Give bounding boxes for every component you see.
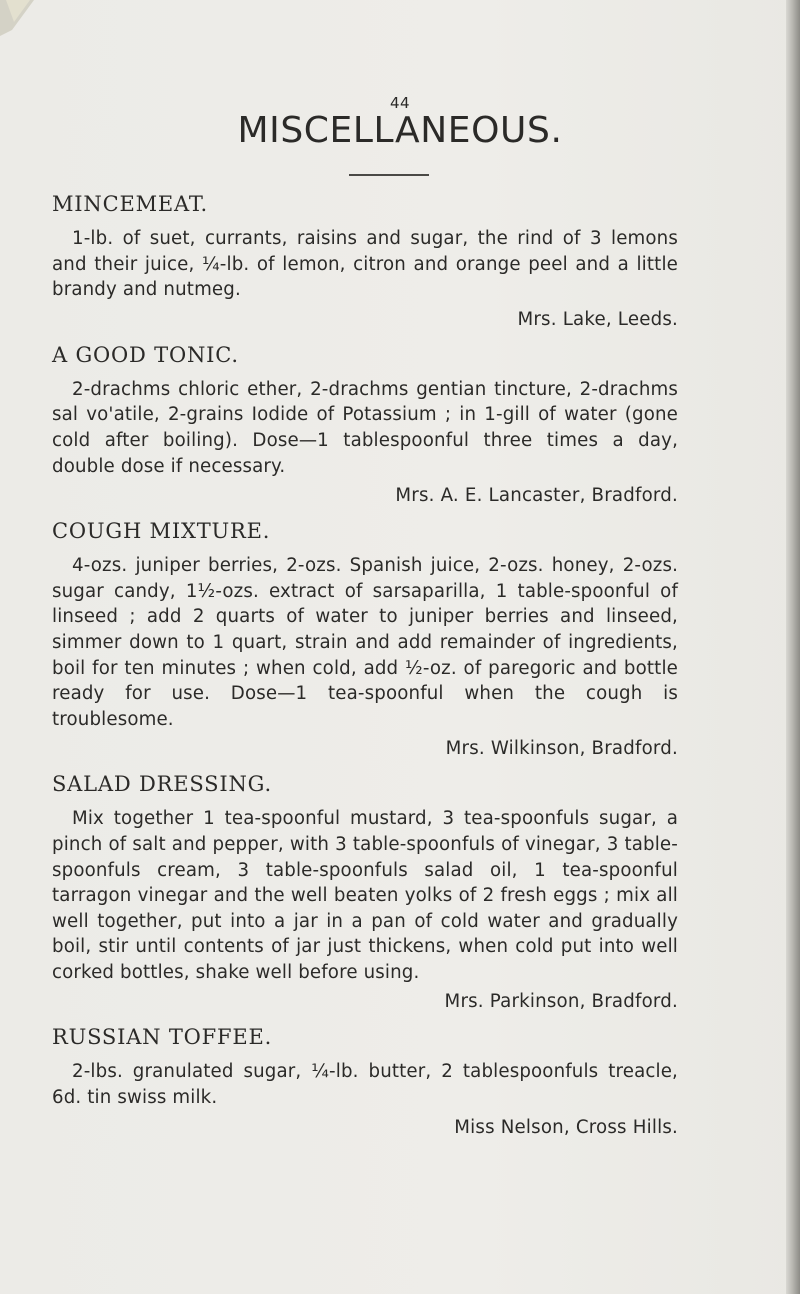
page-edge-shadow bbox=[786, 0, 800, 1294]
page-number: 44 bbox=[389, 94, 411, 112]
recipe-text: 1-lb. of suet, currants, raisins and sugar, the rind of 3 lemons and their juice, ¼-lb. of lemon, citron and orange peel and a little brandy and nutmeg. bbox=[52, 228, 678, 301]
recipe-russian-toffee bbox=[52, 1023, 678, 1140]
recipe-text: Mix together 1 tea-spoonful mustard, 3 tea-spoonfuls sugar, a pinch of salt and pepper, with 3 table-spoonfuls of vinegar, 3 table-spoonfuls cream, 3 table-spoonfuls salad oil, 1 tea-spoonful tarragon vinegar and the well beaten yolks of 2 fresh eggs ; mix all well together, put into a jar in a pan of cold water and gradually boil, stir until contents of jar just thickens, when cold put into well corked bottles, shake well before using. bbox=[52, 808, 678, 983]
recipe-title: COUGH MIXTURE. bbox=[52, 519, 271, 544]
section-title: MISCELLANEOUS. bbox=[237, 110, 563, 151]
recipe-salad-dressing bbox=[52, 770, 678, 1015]
recipe-good-tonic bbox=[52, 341, 678, 509]
title-divider bbox=[349, 174, 429, 176]
recipe-title: SALAD DRESSING. bbox=[52, 772, 272, 797]
recipe-cough-mixture bbox=[52, 517, 678, 762]
recipe-text: 2-lbs. granulated sugar, ¼-lb. butter, 2 tablespoonfuls treacle, 6d. tin swiss milk. bbox=[52, 1061, 678, 1109]
recipe-mincemeat bbox=[52, 190, 678, 333]
recipe-attribution: Mrs. A. E. Lancaster, Bradford. bbox=[395, 485, 678, 507]
recipe-attribution: Miss Nelson, Cross Hills. bbox=[454, 1116, 678, 1138]
recipe-text: 2-drachms chloric ether, 2-drachms gentian tincture, 2-drachms sal vo'atile, 2-grains Iodide of Potassium ; in 1-gill of water (gone cold after boiling). Dose—1 tablespoonful three times a day, double dose if necessary. bbox=[52, 378, 678, 477]
page-corner-mark bbox=[0, 0, 34, 36]
recipe-attribution: Mrs. Lake, Leeds. bbox=[517, 308, 678, 330]
recipe-list bbox=[52, 190, 678, 1149]
recipe-title: RUSSIAN TOFFEE. bbox=[52, 1025, 273, 1050]
recipe-attribution: Mrs. Wilkinson, Bradford. bbox=[445, 738, 678, 760]
recipe-text: 4-ozs. juniper berries, 2-ozs. Spanish juice, 2-ozs. honey, 2-ozs. sugar candy, 1½-ozs. extract of sarsaparilla, 1 table-spoonful of linseed ; add 2 quarts of water to juniper berries and linseed, simmer down to 1 quart, strain and add remainder of ingredients, boil for ten minutes ; when cold, add ½-oz. of paregoric and bottle ready for use. Dose—1 tea-spoonful when the cough is troublesome. bbox=[52, 555, 678, 730]
recipe-title: MINCEMEAT. bbox=[52, 192, 209, 216]
recipe-attribution: Mrs. Parkinson, Bradford. bbox=[444, 991, 678, 1013]
recipe-title: A GOOD TONIC. bbox=[52, 342, 239, 367]
